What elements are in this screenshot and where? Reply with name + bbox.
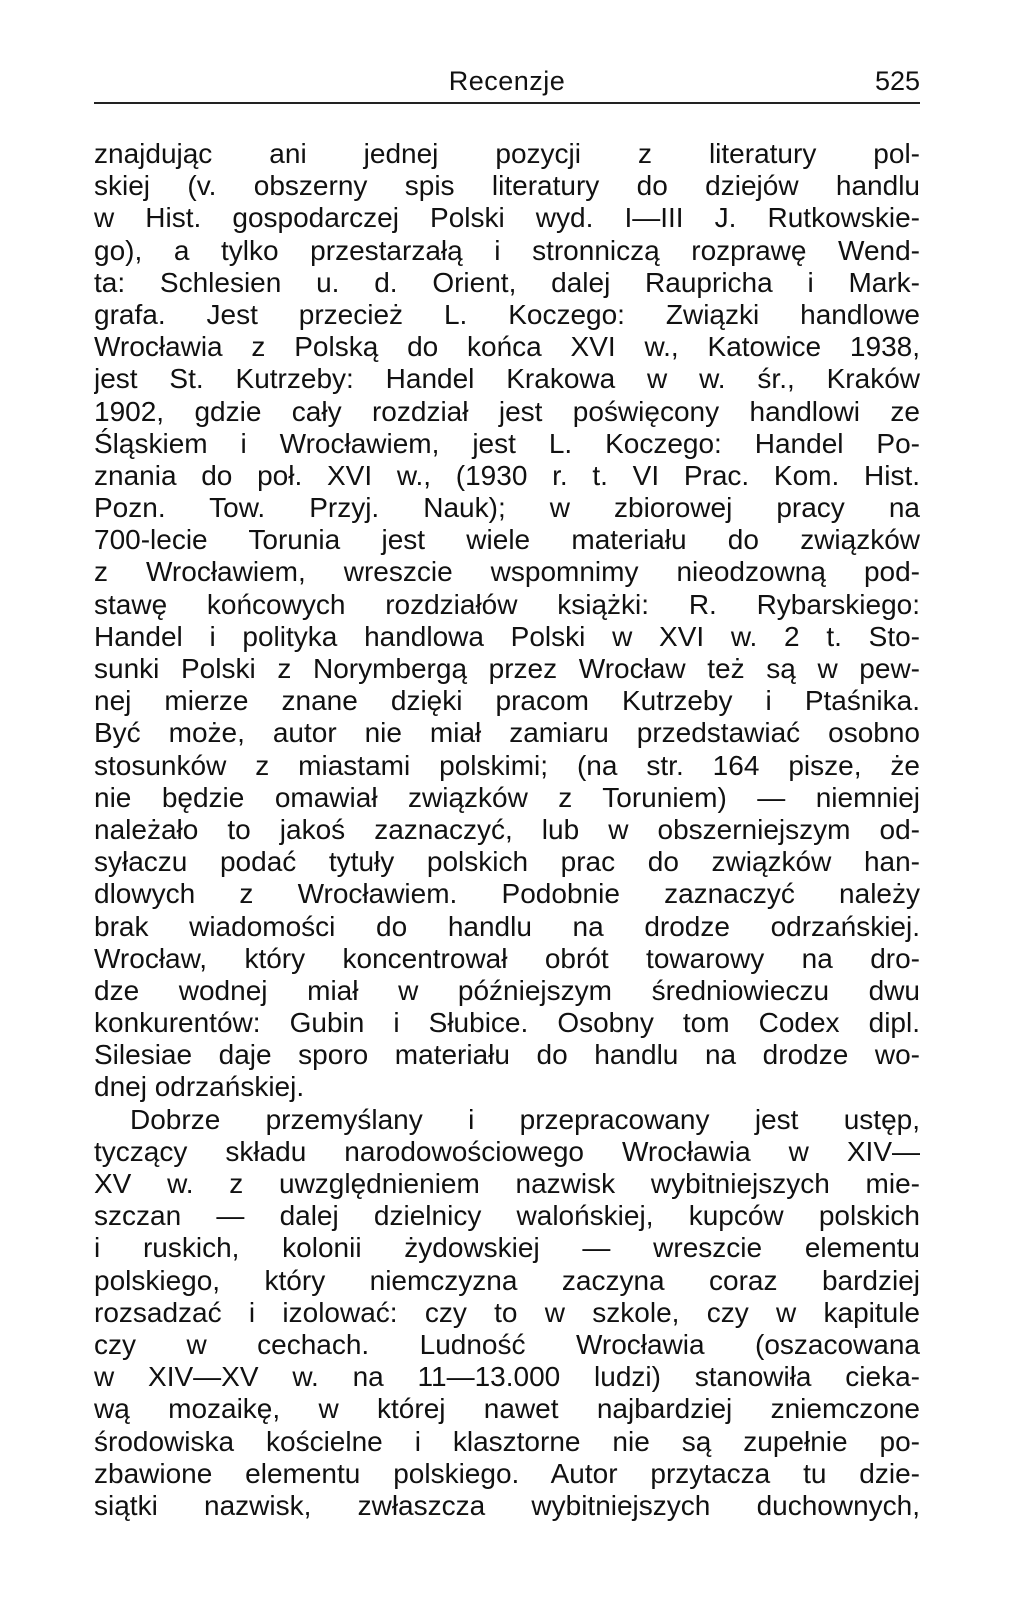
header-rule xyxy=(94,102,920,104)
text-line-paragraph-end: dnej odrzańskiej. xyxy=(94,1071,305,1103)
text-line: 700-lecie Torunia jest wiele materiału do związków xyxy=(94,524,920,556)
text-line: sunki Polski z Norymbergą przez Wrocław też są w pew- xyxy=(94,653,920,684)
page-number: 525 xyxy=(874,66,920,96)
text-line: środowiska kościelne i klasztorne nie są zupełnie po- xyxy=(94,1425,920,1457)
text-line: stawę końcowych rozdziałów książki: R. Rybarskiego: xyxy=(94,588,920,620)
page xyxy=(94,62,920,1522)
text-line: i ruskich, kolonii żydowskiej — wreszcie elementu xyxy=(94,1232,920,1264)
text-line: grafa. Jest przecież L. Koczego: Związki handlowe xyxy=(94,298,920,330)
text-line: w Hist. gospodarczej Polski wyd. I—III J. Rutkowskie- xyxy=(94,202,920,234)
text-line: Wrocławia z Polską do końca XVI w., Katowice 1938, xyxy=(94,331,920,363)
text-line: zbawione elementu polskiego. Autor przytacza tu dzie- xyxy=(94,1457,920,1489)
text-line: z Wrocławiem, wreszcie wspomnimy nieodzowną pod- xyxy=(94,556,920,588)
running-head xyxy=(94,62,920,100)
running-title: Recenzje xyxy=(448,66,566,96)
text-line: syłaczu podać tytuły polskich prac do związków han- xyxy=(94,846,920,878)
body-text xyxy=(94,138,920,1522)
text-line: Handel i polityka handlowa Polski w XVI w. 2 t. Sto- xyxy=(94,620,920,652)
text-line: konkurentów: Gubin i Słubice. Osobny tom Codex dipl. xyxy=(94,1007,920,1039)
text-line: Wrocław, który koncentrował obrót towarowy na dro- xyxy=(94,942,920,974)
text-line-paragraph-start: Dobrze przemyślany i przepracowany jest ustęp, xyxy=(130,1103,920,1135)
text-line: go), a tylko przestarzałą i stronniczą rozprawę Wend- xyxy=(94,234,920,266)
text-line: jest St. Kutrzeby: Handel Krakowa w w. śr., Kraków xyxy=(94,363,920,395)
text-line: Śląskiem i Wrocławiem, jest L. Koczego: Handel Po- xyxy=(94,427,920,459)
text-line: nie będzie omawiał związków z Toruniem) — niemniej xyxy=(94,781,920,813)
text-line: XV w. z uwzględnieniem nazwisk wybitniejszych mie- xyxy=(94,1168,920,1199)
text-line: dze wodnej miał w późniejszym średniowieczu dwu xyxy=(94,974,920,1006)
text-line: Być może, autor nie miał zamiaru przedstawiać osobno xyxy=(94,717,920,749)
text-line: Silesiae daje sporo materiału do handlu na drodze wo- xyxy=(94,1039,920,1071)
text-line: 1902, gdzie cały rozdział jest poświęcony handlowi ze xyxy=(94,395,920,427)
text-line: skiej (v. obszerny spis literatury do dziejów handlu xyxy=(94,170,920,202)
text-line: rozsadzać i izolować: czy to w szkole, czy w kapitule xyxy=(94,1296,920,1328)
text-line: nej mierze znane dzięki pracom Kutrzeby i Ptaśnika. xyxy=(94,685,920,717)
text-line: szczan — dalej dzielnicy walońskiej, kupców polskich xyxy=(94,1200,920,1232)
text-line: znania do poł. XVI w., (1930 r. t. VI Prac. Kom. Hist. xyxy=(94,459,920,491)
text-line: polskiego, który niemczyzna zaczyna coraz bardziej xyxy=(94,1264,920,1296)
text-line: w XIV—XV w. na 11—13.000 ludzi) stanowiła cieka- xyxy=(94,1361,920,1393)
text-line: wą mozaikę, w której nawet najbardziej zniemczone xyxy=(94,1393,920,1425)
text-line: należało to jakoś zaznaczyć, lub w obszerniejszym od- xyxy=(94,813,920,845)
text-line: ta: Schlesien u. d. Orient, dalej Raupricha i Mark- xyxy=(94,266,920,298)
text-line: stosunków z miastami polskimi; (na str. 164 pisze, że xyxy=(94,749,920,781)
text-line: znajdując ani jednej pozycji z literatury pol- xyxy=(94,138,920,169)
text-line: brak wiadomości do handlu na drodze odrzańskiej. xyxy=(94,910,920,942)
text-line: dlowych z Wrocławiem. Podobnie zaznaczyć należy xyxy=(94,878,920,910)
text-line: tyczący składu narodowościowego Wrocławia w XIV— xyxy=(94,1135,920,1167)
text-line: siątki nazwisk, zwłaszcza wybitniejszych duchownych, xyxy=(94,1489,920,1521)
text-line: czy w cechach. Ludność Wrocławia (oszacowana xyxy=(94,1328,920,1360)
text-line: Pozn. Tow. Przyj. Nauk); w zbiorowej pracy na xyxy=(94,492,920,524)
